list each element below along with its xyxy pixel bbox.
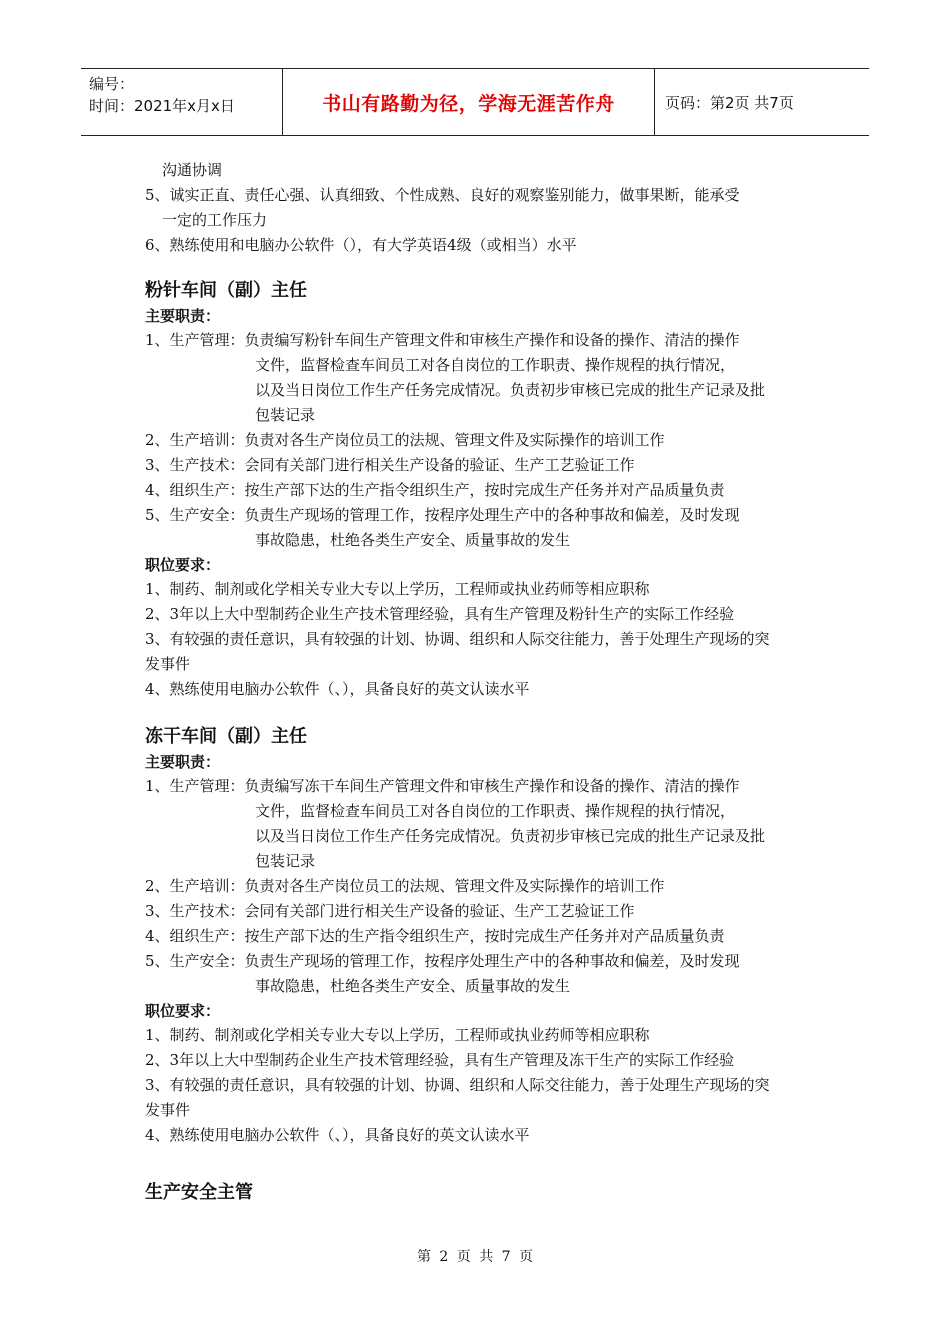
requirement-line: 4、熟练使用电脑办公软件（、），具备良好的英文认读水平	[145, 680, 530, 698]
duty-line: 包装记录	[255, 852, 316, 870]
duty-line: 2、生产培训：负责对各生产岗位员工的法规、管理文件及实际操作的培训工作	[145, 431, 665, 449]
requirements-heading: 职位要求：	[145, 1002, 221, 1020]
page-header	[81, 68, 869, 136]
section-title: 粉针车间（副）主任	[145, 280, 307, 301]
duty-line: 以及当日岗位工作生产任务完成情况。负责初步审核已完成的批生产记录及批	[255, 381, 766, 399]
requirement-line: 1、制药、制剂或化学相关专业大专以上学历，工程师或执业药师等相应职称	[145, 1026, 650, 1044]
duty-line: 包装记录	[255, 406, 316, 424]
duty-line: 3、生产技术：会同有关部门进行相关生产设备的验证、生产工艺验证工作	[145, 902, 635, 920]
requirement-line: 4、熟练使用电脑办公软件（、），具备良好的英文认读水平	[145, 1126, 530, 1144]
requirement-line: 发事件	[145, 655, 191, 673]
document-number-label: 编号：	[89, 75, 135, 93]
document-body	[145, 158, 815, 1206]
header-motto-cell	[283, 69, 655, 135]
section-title: 冻干车间（副）主任	[145, 726, 307, 747]
intro-line: 沟通协调	[162, 161, 223, 179]
requirement-line: 2、3年以上大中型制药企业生产技术管理经验，具有生产管理及粉针生产的实际工作经验	[145, 605, 735, 623]
requirement-line: 3、有较强的责任意识，具有较强的计划、协调、组织和人际交往能力，善于处理生产现场的突	[145, 630, 770, 648]
duties-heading: 主要职责：	[145, 753, 221, 771]
requirement-line: 发事件	[145, 1101, 191, 1119]
duty-line: 3、生产技术：会同有关部门进行相关生产设备的验证、生产工艺验证工作	[145, 456, 635, 474]
header-page-cell	[655, 69, 869, 135]
duties-heading: 主要职责：	[145, 307, 221, 325]
duty-line: 事故隐患，杜绝各类生产安全、质量事故的发生	[255, 531, 571, 549]
page-code: 页码：第2页 共7页	[665, 93, 794, 112]
duty-line: 1、生产管理：负责编写粉针车间生产管理文件和审核生产操作和设备的操作、清洁的操作	[145, 331, 740, 349]
requirements-heading: 职位要求：	[145, 556, 221, 574]
duty-line: 4、组织生产：按生产部下达的生产指令组织生产，按时完成生产任务并对产品质量负责	[145, 927, 725, 945]
page-footer: 第 2 页 共 7 页	[416, 1249, 534, 1265]
header-info-cell	[81, 69, 283, 135]
duty-line: 1、生产管理：负责编写冻干车间生产管理文件和审核生产操作和设备的操作、清洁的操作	[145, 777, 740, 795]
duty-line: 4、组织生产：按生产部下达的生产指令组织生产，按时完成生产任务并对产品质量负责	[145, 481, 725, 499]
intro-line: 6、熟练使用和电脑办公软件（），有大学英语4级（或相当）水平	[145, 236, 577, 254]
document-date-label: 时间：2021年x月x日	[89, 97, 235, 115]
intro-line: 5、诚实正直、责任心强、认真细致、个性成熟、良好的观察鉴别能力，做事果断，能承受	[145, 186, 740, 204]
duty-line: 以及当日岗位工作生产任务完成情况。负责初步审核已完成的批生产记录及批	[255, 827, 766, 845]
duty-line: 5、生产安全：负责生产现场的管理工作，按程序处理生产中的各种事故和偏差，及时发现	[145, 952, 740, 970]
duty-line: 文件，监督检查车间员工对各自岗位的工作职责、操作规程的执行情况，	[255, 356, 736, 374]
duty-line: 5、生产安全：负责生产现场的管理工作，按程序处理生产中的各种事故和偏差，及时发现	[145, 506, 740, 524]
duty-line: 2、生产培训：负责对各生产岗位员工的法规、管理文件及实际操作的培训工作	[145, 877, 665, 895]
requirement-line: 2、3年以上大中型制药企业生产技术管理经验，具有生产管理及冻干生产的实际工作经验	[145, 1051, 735, 1069]
intro-line: 一定的工作压力	[162, 211, 268, 229]
duty-line: 事故隐患，杜绝各类生产安全、质量事故的发生	[255, 977, 571, 995]
requirement-line: 1、制药、制剂或化学相关专业大专以上学历，工程师或执业药师等相应职称	[145, 580, 650, 598]
requirement-line: 3、有较强的责任意识，具有较强的计划、协调、组织和人际交往能力，善于处理生产现场的突	[145, 1076, 770, 1094]
duty-line: 文件，监督检查车间员工对各自岗位的工作职责、操作规程的执行情况，	[255, 802, 736, 820]
motto-text: 书山有路勤为径，学海无涯苦作舟	[322, 92, 615, 115]
section-title: 生产安全主管	[145, 1182, 253, 1203]
